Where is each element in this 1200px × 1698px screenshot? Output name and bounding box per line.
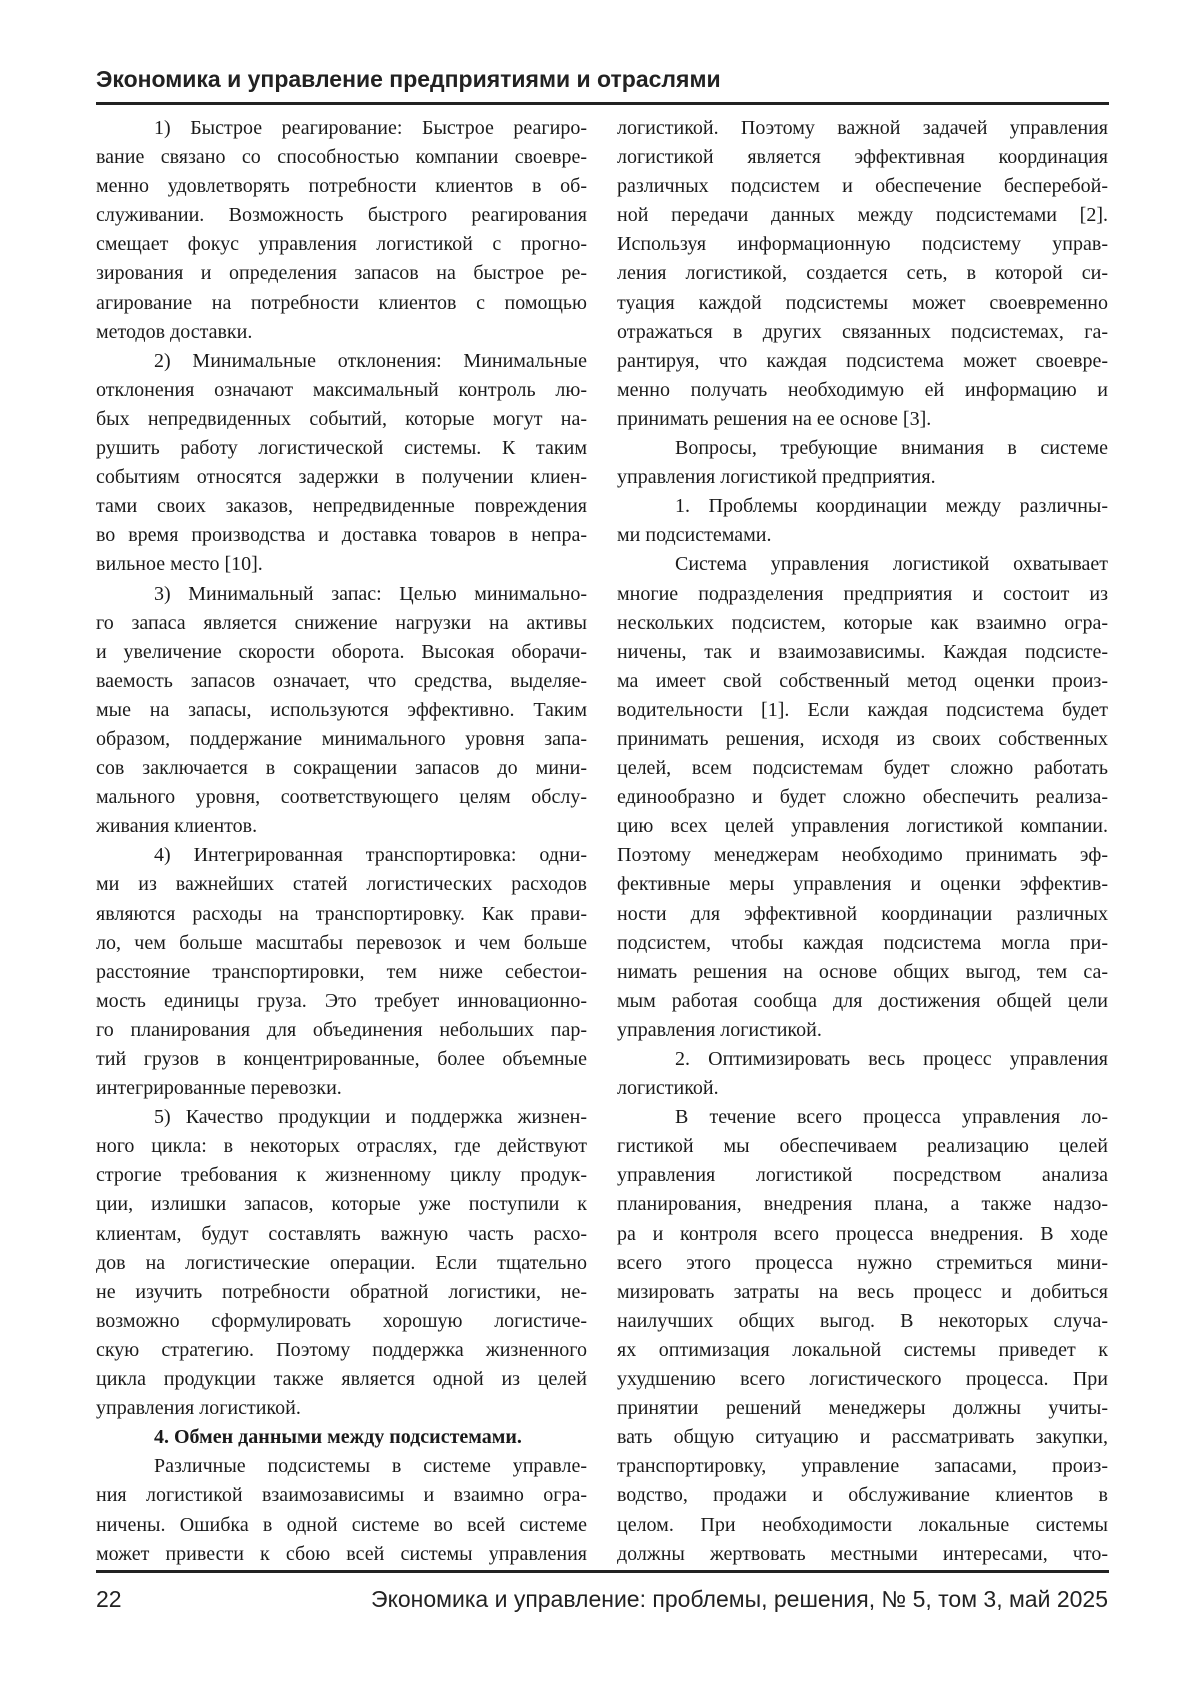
text-line: ухудшению всего логистического процесса. При <box>617 1365 1108 1394</box>
text-line: методов доставки. <box>96 318 587 347</box>
text-line: ях оптимизация локальной системы приведет к <box>617 1336 1108 1365</box>
text-line: вать общую ситуацию и рассматривать закупки, <box>617 1423 1108 1452</box>
text-line: ничены, так и взаимозависимы. Каждая подсисте- <box>617 638 1108 667</box>
section-heading <box>96 1423 587 1452</box>
text-line: подсистем, чтобы каждая подсистема могла при- <box>617 929 1108 958</box>
text-line: событиям относятся задержки в получении клиен- <box>96 463 587 492</box>
text-line: 3) Минимальный запас: Целью минимально- <box>96 580 587 609</box>
paragraph <box>617 114 1108 434</box>
text-line: логистикой является эффективная координация <box>617 143 1108 172</box>
text-line: Различные подсистемы в системе управле- <box>96 1452 587 1481</box>
text-line: фективные меры управления и оценки эффектив- <box>617 870 1108 899</box>
text-line: рушить работу логистической системы. К таким <box>96 434 587 463</box>
text-line: ления логистикой, создается сеть, в которой си- <box>617 259 1108 288</box>
text-line: мые на запасы, используются эффективно. Таким <box>96 696 587 725</box>
running-header: Экономика и управление предприятиями и отраслями <box>96 66 721 93</box>
text-line: ции, излишки запасов, которые уже поступили к <box>96 1190 587 1219</box>
text-line: может привести к сбою всей системы управления <box>96 1540 587 1569</box>
text-line: менно удовлетворять потребности клиентов в об- <box>96 172 587 201</box>
text-line: целом. При необходимости локальные системы <box>617 1511 1108 1540</box>
text-line: принятии решений менеджеры должны учиты- <box>617 1394 1108 1423</box>
text-line: 4. Обмен данными между подсистемами. <box>96 1423 587 1452</box>
text-line: 1. Проблемы координации между различны- <box>617 492 1108 521</box>
text-line: служивании. Возможность быстрого реагирования <box>96 201 587 230</box>
text-line: Поэтому менеджерам необходимо принимать эф- <box>617 841 1108 870</box>
paragraph <box>617 1045 1108 1103</box>
text-line: многие подразделения предприятия и состоит из <box>617 580 1108 609</box>
text-line: не изучить потребности обратной логистики, не- <box>96 1278 587 1307</box>
paragraph <box>96 841 587 1103</box>
text-line: различных подсистем и обеспечение бесперебой- <box>617 172 1108 201</box>
text-line: клиентам, будут составлять важную часть расхо- <box>96 1220 587 1249</box>
text-line: агирование на потребности клиентов с помощью <box>96 289 587 318</box>
text-line: зирования и определения запасов на быстрое ре- <box>96 259 587 288</box>
text-line: сов заключается в сокращении запасов до мини- <box>96 754 587 783</box>
text-line: ваемость запасов означает, что средства, выделяе- <box>96 667 587 696</box>
text-line: отражаться в других связанных подсистемах, га- <box>617 318 1108 347</box>
text-line: принимать решения на ее основе [3]. <box>617 405 1108 434</box>
text-line: тий грузов в концентрированные, более объемные <box>96 1045 587 1074</box>
text-line: скую стратегию. Поэтому поддержка жизненного <box>96 1336 587 1365</box>
text-line: менно получать необходимую ей информацию и <box>617 376 1108 405</box>
text-line: живания клиентов. <box>96 812 587 841</box>
text-line: логистикой. <box>617 1074 1108 1103</box>
journal-footer: Экономика и управление: проблемы, решения, № 5, том 3, май 2025 <box>371 1586 1108 1613</box>
text-line: вание связано со способностью компании своевре- <box>96 143 587 172</box>
header-rule <box>96 102 1109 105</box>
text-line: мость единицы груза. Это требует инновационно- <box>96 987 587 1016</box>
text-line: ра и контроля всего процесса внедрения. В ходе <box>617 1220 1108 1249</box>
text-line: всего этого процесса нужно стремиться мини- <box>617 1249 1108 1278</box>
text-line: бых непредвиденных событий, которые могут на- <box>96 405 587 434</box>
text-line: ми подсистемами. <box>617 521 1108 550</box>
text-line: 1) Быстрое реагирование: Быстрое реагиро- <box>96 114 587 143</box>
text-line: водительности [1]. Если каждая подсистема будет <box>617 696 1108 725</box>
text-line: Вопросы, требующие внимания в системе <box>617 434 1108 463</box>
text-line: мального уровня, соответствующего целям обслу- <box>96 783 587 812</box>
text-line: В течение всего процесса управления ло- <box>617 1103 1108 1132</box>
text-line: управления логистикой. <box>96 1394 587 1423</box>
paragraph <box>617 492 1108 550</box>
paragraph <box>96 1103 587 1423</box>
text-line: и увеличение скорости оборота. Высокая оборачи- <box>96 638 587 667</box>
paragraph <box>96 1452 587 1568</box>
text-line: единообразно и будет сложно обеспечить реализа- <box>617 783 1108 812</box>
text-line: ма имеет свой собственный метод оценки произ- <box>617 667 1108 696</box>
page-number: 22 <box>96 1586 122 1613</box>
text-line: Используя информационную подсистему управ- <box>617 230 1108 259</box>
text-line: го запаса является снижение нагрузки на активы <box>96 609 587 638</box>
text-line: во время производства и доставка товаров в непра- <box>96 521 587 550</box>
text-line: ми из важнейших статей логистических расходов <box>96 870 587 899</box>
text-line: планирования, внедрения плана, а также надзо- <box>617 1190 1108 1219</box>
text-line: должны жертвовать местными интересами, что- <box>617 1540 1108 1569</box>
text-line: управления логистикой посредством анализа <box>617 1161 1108 1190</box>
text-line: смещает фокус управления логистикой с прогно- <box>96 230 587 259</box>
text-line: Система управления логистикой охватывает <box>617 550 1108 579</box>
text-line: 5) Качество продукции и поддержка жизнен- <box>96 1103 587 1132</box>
text-line: водство, продажи и обслуживание клиентов в <box>617 1481 1108 1510</box>
text-line: образом, поддержание минимального уровня запа- <box>96 725 587 754</box>
paragraph <box>617 550 1108 1045</box>
text-line: го планирования для объединения небольших пар- <box>96 1016 587 1045</box>
text-line: мым работая сообща для достижения общей цели <box>617 987 1108 1016</box>
text-line: нескольких подсистем, которые как взаимно огра- <box>617 609 1108 638</box>
text-line: цикла продукции также является одной из целей <box>96 1365 587 1394</box>
right-column <box>617 114 1108 1569</box>
text-line: туация каждой подсистемы может своевременно <box>617 289 1108 318</box>
text-line: мизировать затраты на весь процесс и добиться <box>617 1278 1108 1307</box>
text-line: вильное место [10]. <box>96 550 587 579</box>
text-line: логистикой. Поэтому важной задачей управления <box>617 114 1108 143</box>
text-line: цию всех целей управления логистикой компании. <box>617 812 1108 841</box>
paragraph <box>96 114 587 347</box>
paragraph <box>617 1103 1108 1569</box>
text-line: ной передачи данных между подсистемами [2]. <box>617 201 1108 230</box>
text-line: отклонения означают максимальный контроль лю- <box>96 376 587 405</box>
text-line: дов на логистические операции. Если тщательно <box>96 1249 587 1278</box>
paragraph <box>96 580 587 842</box>
paragraph <box>617 434 1108 492</box>
text-line: интегрированные перевозки. <box>96 1074 587 1103</box>
text-line: управления логистикой. <box>617 1016 1108 1045</box>
text-line: 2) Минимальные отклонения: Минимальные <box>96 347 587 376</box>
paragraph <box>96 347 587 580</box>
footer-rule <box>96 1570 1109 1573</box>
text-line: 2. Оптимизировать весь процесс управления <box>617 1045 1108 1074</box>
text-line: расстояние транспортировки, тем ниже себестои- <box>96 958 587 987</box>
text-line: ния логистикой взаимозависимы и взаимно огра- <box>96 1481 587 1510</box>
text-line: целей, всем подсистемам будет сложно работать <box>617 754 1108 783</box>
text-line: возможно сформулировать хорошую логистиче- <box>96 1307 587 1336</box>
text-line: нимать решения на основе общих выгод, тем са- <box>617 958 1108 987</box>
text-line: 4) Интегрированная транспортировка: одни- <box>96 841 587 870</box>
text-line: ности для эффективной координации различных <box>617 900 1108 929</box>
text-line: принимать решения, исходя из своих собственных <box>617 725 1108 754</box>
text-line: гистикой мы обеспечиваем реализацию целей <box>617 1132 1108 1161</box>
text-line: управления логистикой предприятия. <box>617 463 1108 492</box>
text-line: тами своих заказов, непредвиденные повреждения <box>96 492 587 521</box>
text-line: рантируя, что каждая подсистема может своевре- <box>617 347 1108 376</box>
left-column <box>96 114 587 1569</box>
text-line: являются расходы на транспортировку. Как прави- <box>96 900 587 929</box>
text-line: наилучших общих выгод. В некоторых случа- <box>617 1307 1108 1336</box>
text-line: транспортировку, управление запасами, произ- <box>617 1452 1108 1481</box>
text-line: ничены. Ошибка в одной системе во всей системе <box>96 1511 587 1540</box>
text-line: строгие требования к жизненному циклу продук- <box>96 1161 587 1190</box>
text-line: ло, чем больше масштабы перевозок и чем больше <box>96 929 587 958</box>
text-line: ного цикла: в некоторых отраслях, где действуют <box>96 1132 587 1161</box>
